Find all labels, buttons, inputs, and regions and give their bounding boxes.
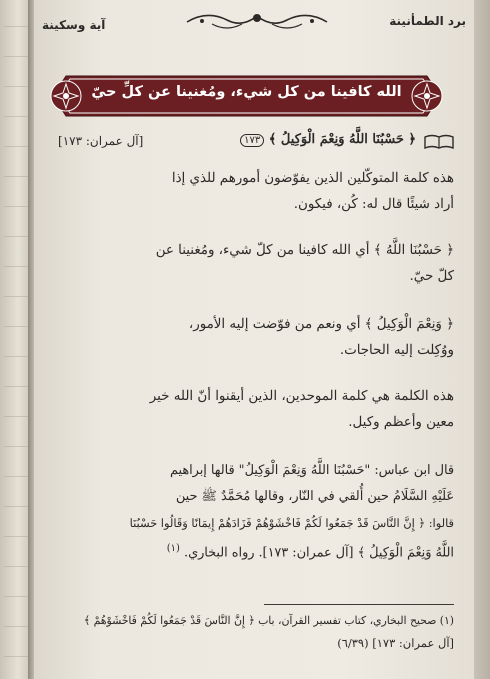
- paragraph-line: ﴿ حَسْبُنَا اللَّهُ ﴾ أي الله كافينا من كلّ شيء، ومُغنينا عن: [155, 243, 454, 258]
- verse-words: ﴿ حَسْبُنَا اللَّهُ وَنِعْمَ الْوَكِيلُ ﴾: [268, 132, 416, 147]
- paragraph-line: كلّ حيّ.: [409, 269, 454, 284]
- paragraph-line: قالوا: ﴿ إِنَّ النَّاسَ قَدْ جَمَعُوا لَكُمْ فَاخْشَوْهُمْ فَزَادَهُمْ إِيمَانًا وَقَالُوا حَسْبُنَا: [129, 516, 454, 530]
- open-book-icon: [424, 134, 454, 154]
- previous-page-text-fragments: [4, 6, 28, 666]
- verse-number-badge: ١٧٣: [240, 134, 264, 147]
- book-page: [34, 0, 474, 679]
- paragraph-line-text: اللَّهُ وَنِعْمَ الْوَكِيلُ ﴾ [آل عمران: ١٧٣]. رواه البخاري.: [184, 545, 454, 561]
- paragraph-line: عَلَيْهِ السَّلَامُ حين أُلقي في النّار، وقالها مُحَمَّدٌ ﷺ حين: [175, 489, 454, 504]
- paragraph-line: ﴿ وَنِعْمَ الْوَكِيلُ ﴾ أي ونعم من فوّضت إليه الأمور،: [188, 317, 454, 332]
- previous-page-edge: [0, 0, 30, 679]
- rosette-left-icon: [51, 81, 81, 111]
- page-header: [42, 4, 466, 34]
- footnote-line: (١) صحيح البخاري، كتاب تفسير القرآن، باب ﴿ إِنَّ النَّاسَ قَدْ جَمَعُوا لَكُمْ فَاخْشَوْهُمْ ﴾: [83, 614, 454, 627]
- banner-title: الله كافينا من كل شيء، ومُغنينا عن كلِّ حيّ: [91, 84, 402, 100]
- rosette-right-icon: [412, 81, 442, 111]
- paragraph-line: قال ابن عباس: "حَسْبُنَا اللَّهُ وَنِعْمَ الْوَكِيلُ" قالها إبراهيم: [169, 463, 454, 478]
- footnote-divider: [264, 604, 454, 605]
- verse-text: [240, 132, 416, 147]
- paragraph-line: هذه كلمة المتوكّلين الذين يفوّضون أمورهم للذي إذا: [171, 171, 454, 186]
- quran-verse-line: [46, 132, 454, 156]
- paragraph-5: [46, 458, 454, 566]
- paragraph-4: [46, 384, 454, 436]
- footnote-marker: (١): [166, 543, 180, 554]
- paragraph-line: هذه الكلمة هي كلمة الموحدين، الذين أيقنوا أنّ الله خير: [149, 389, 454, 404]
- paragraph-1: [46, 166, 454, 218]
- header-chapter-title: آية وسكينة: [42, 18, 106, 32]
- paragraph-line: [46, 536, 454, 566]
- book-edge-right: [474, 0, 490, 679]
- footnote-line: [آل عمران: ١٧٣] (٦/٣٩): [337, 636, 454, 650]
- paragraph-line: أراد شيئًا قال له: كُن، فيكون.: [293, 197, 454, 212]
- paragraph-line: معين وأعظم وكيل.: [348, 415, 454, 430]
- header-book-title: برد الطمأنينة: [389, 14, 466, 28]
- footnote: [46, 610, 454, 654]
- paragraph-3: [46, 312, 454, 364]
- title-banner: [44, 72, 449, 120]
- paragraph-line: ووُكِلت إليه الحاجات.: [339, 343, 454, 358]
- paragraph-2: [46, 238, 454, 290]
- verse-reference: [آل عمران: ١٧٣]: [58, 134, 144, 148]
- header-ornament-icon: [182, 6, 332, 37]
